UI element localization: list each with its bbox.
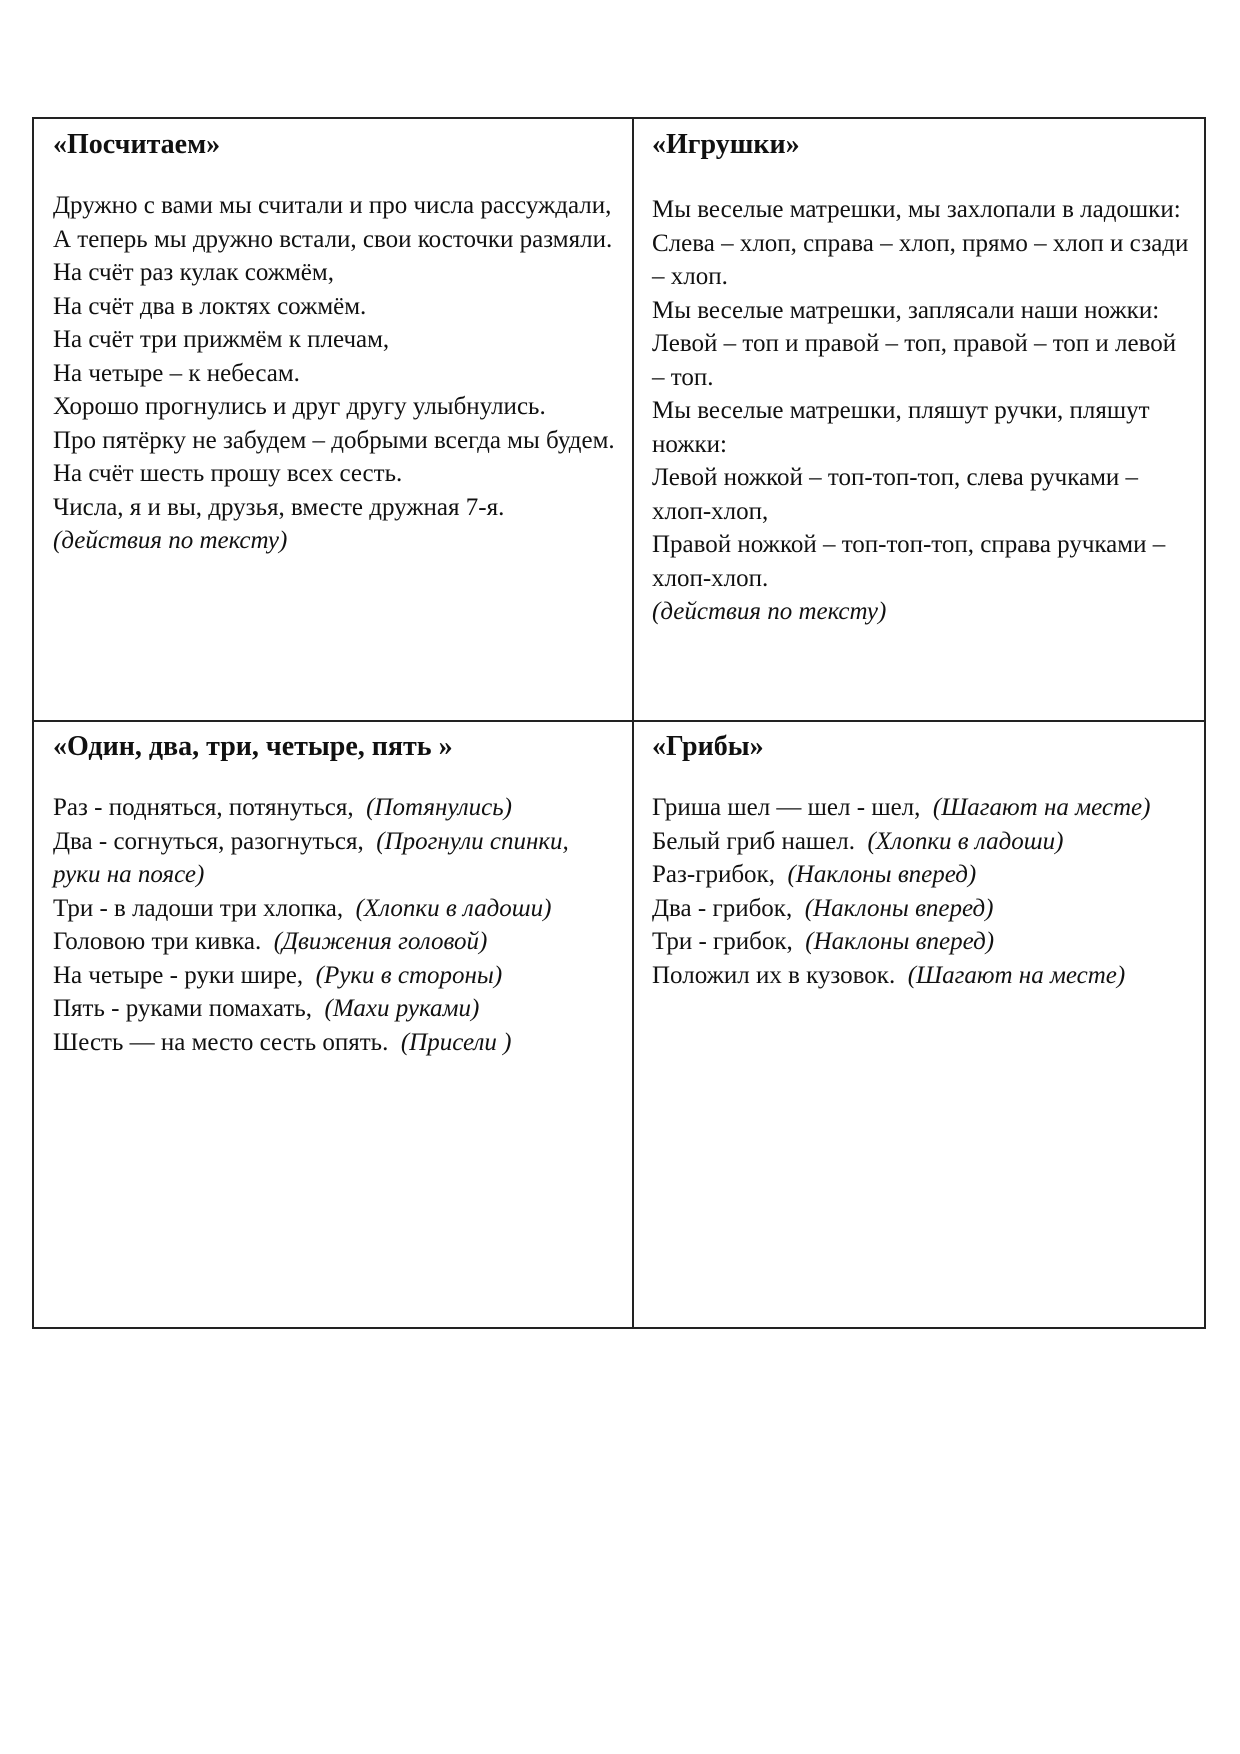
- poem-row: [652, 825, 1194, 859]
- poem-line: Левой ножкой – топ-топ-топ, слева ручками – хлоп-хлоп,: [652, 464, 1139, 525]
- poem-row: [53, 1026, 619, 1060]
- poem-text: На четыре - руки шире,: [53, 961, 304, 989]
- poem-row: [652, 892, 1194, 926]
- poem-text: Белый гриб нашел.: [652, 827, 856, 855]
- action-note: (Руки в стороны): [315, 961, 503, 989]
- poem-line: Мы веселые матрешки, мы захлопали в ладошки:: [652, 196, 1181, 223]
- action-note: (Махи руками): [324, 995, 480, 1022]
- poem-text: Пять - руками помахать,: [53, 995, 313, 1022]
- action-note: (Наклоны вперед): [787, 861, 977, 888]
- poem-line: Слева – хлоп, справа – хлоп, прямо – хлоп и сзади – хлоп.: [652, 229, 1189, 290]
- poem-row: [53, 825, 619, 892]
- action-note: (Шагают на месте): [907, 961, 1126, 989]
- cell-title: «Игрушки»: [652, 129, 800, 160]
- poem-line: А теперь мы дружно встали, свои косточки размяли.: [53, 225, 613, 253]
- cell-poschitaem: [43, 121, 629, 558]
- action-note: (Присели ): [400, 1028, 512, 1056]
- poem-text: Положил их в кузовок.: [652, 961, 896, 989]
- poem-line: Дружно с вами мы считали и про числа рассуждали,: [53, 192, 612, 219]
- instruction-note: (действия по тексту): [652, 598, 887, 625]
- action-note: (Движения головой): [273, 928, 488, 955]
- poem-text: Три - грибок,: [652, 928, 793, 955]
- poem-row: [652, 791, 1194, 825]
- action-note: (Шагают на месте): [932, 794, 1151, 821]
- poem-text: Два - согнуться, разогнуться,: [53, 827, 364, 855]
- table-vertical-divider: [632, 119, 634, 1327]
- poem-row: [53, 925, 619, 959]
- cell-title: «Грибы»: [652, 731, 764, 762]
- poem-text: Три - в ладоши три хлопка,: [53, 894, 344, 922]
- instruction-note: (действия по тексту): [53, 527, 288, 554]
- exercise-table: [32, 117, 1206, 1329]
- poem-line: Числа, я и вы, друзья, вместе дружная 7-я.: [53, 493, 505, 521]
- cell-igrushki: [642, 121, 1208, 629]
- poem-line: Про пятёрку не забудем – добрыми всегда мы будем.: [53, 426, 615, 454]
- poem-line: Правой ножкой – топ-топ-топ, справа ручками – хлоп-хлоп.: [652, 531, 1166, 592]
- poem-line: Хорошо прогнулись и друг другу улыбнулись.: [53, 393, 546, 420]
- action-note: (Хлопки в ладоши): [867, 827, 1064, 855]
- poem-text: Головою три кивка.: [53, 928, 262, 955]
- poem-line: На счёт раз кулак сожмём,: [53, 259, 334, 286]
- poem-line: На счёт шесть прошу всех сесть.: [53, 460, 403, 487]
- poem-text: Шесть — на место сесть опять.: [53, 1028, 389, 1056]
- action-note: (Потянулись): [366, 794, 512, 821]
- poem-row: [53, 992, 619, 1026]
- action-note: (Прогнули спинки, руки на поясе): [53, 827, 569, 888]
- cell-title: «Посчитаем»: [53, 129, 221, 160]
- poem-line: Левой – топ и правой – топ, правой – топ и левой – топ.: [652, 330, 1177, 391]
- action-note: (Наклоны вперед): [805, 928, 995, 955]
- cell-title: «Один, два, три, четыре, пять »: [53, 731, 453, 762]
- poem-row: [53, 959, 619, 993]
- action-note: (Наклоны вперед): [804, 894, 994, 922]
- poem-row: [652, 925, 1194, 959]
- poem-row: [53, 892, 619, 926]
- table-horizontal-divider: [34, 720, 1204, 722]
- poem-line: Мы веселые матрешки, пляшут ручки, пляшут ножки:: [652, 397, 1150, 458]
- cell-odin-dva-tri: [43, 723, 629, 1059]
- poem-row: [652, 858, 1194, 892]
- poem-row: [53, 791, 619, 825]
- action-note: (Хлопки в ладоши): [355, 894, 552, 922]
- poem-line: На счёт три прижмём к плечам,: [53, 326, 390, 353]
- poem-line: На счёт два в локтях сожмём.: [53, 292, 367, 320]
- poem-line: На четыре – к небесам.: [53, 359, 300, 387]
- poem-text: Раз - подняться, потянуться,: [53, 794, 354, 821]
- poem-text: Два - грибок,: [652, 894, 793, 922]
- poem-text: Гриша шел — шел - шел,: [652, 794, 921, 821]
- poem-text: Раз-грибок,: [652, 861, 775, 888]
- poem-row: [652, 959, 1194, 993]
- poem-line: Мы веселые матрешки, заплясали наши ножки:: [652, 296, 1160, 324]
- cell-griby: [642, 723, 1208, 992]
